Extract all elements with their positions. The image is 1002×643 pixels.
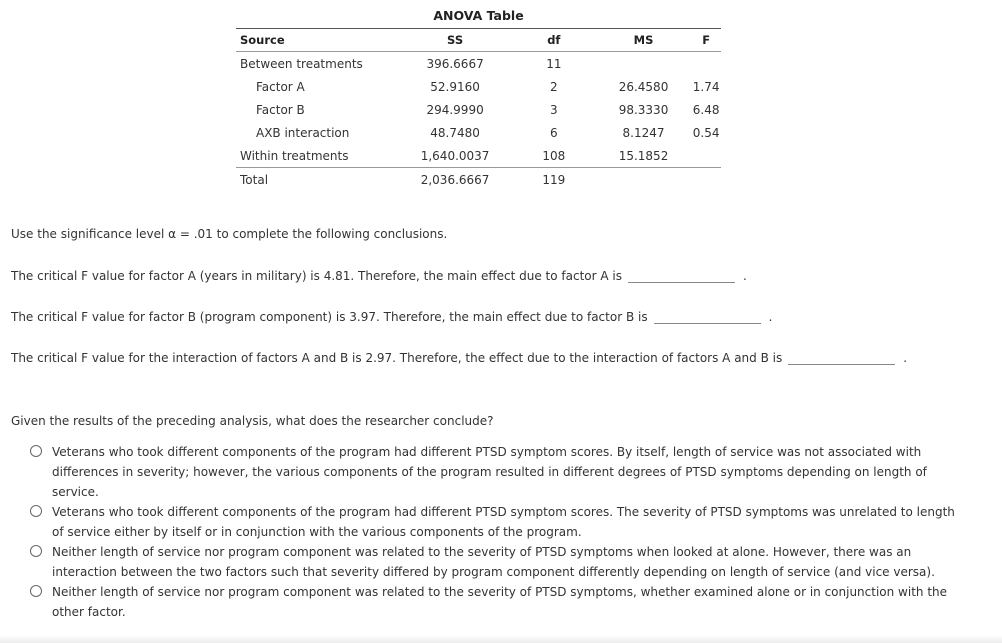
- row-source: Factor A: [256, 79, 305, 94]
- header-f: F: [691, 29, 721, 52]
- radio-button[interactable]: [30, 445, 42, 457]
- row-ss: 48.7480: [430, 125, 480, 140]
- header-ms: MS: [596, 29, 691, 52]
- header-df: df: [512, 29, 596, 52]
- row-ms: [596, 168, 691, 192]
- row-f: [691, 144, 721, 168]
- table-row-factor-a: [236, 75, 721, 98]
- row-ss: 396.6667: [426, 56, 484, 71]
- table-row-total: [236, 168, 721, 192]
- row-source: Within treatments: [236, 144, 398, 168]
- conclusion-factor-a: [11, 268, 747, 283]
- answer-option-text: Neither length of service nor program component was related to the severity of PTSD symptoms, whether examined alone or in conjunction with the other factor.: [52, 585, 948, 619]
- conclusion-factor-b: [11, 309, 772, 324]
- header-source: Source: [236, 29, 398, 52]
- conclusion-factor-a-text: The critical F value for factor A (years in military) is 4.81. Therefore, the main effect due to factor A is: [11, 269, 622, 283]
- sentence-period: .: [903, 351, 908, 365]
- row-ms: 8.1247: [622, 125, 665, 140]
- conclusion-interaction: [11, 350, 907, 365]
- factor-b-answer-dropdown[interactable]: [654, 309, 761, 324]
- row-df: 108: [512, 144, 596, 168]
- row-df: 119: [542, 172, 566, 187]
- answer-options: [30, 442, 955, 622]
- row-source: Total: [240, 172, 269, 187]
- sentence-period: .: [768, 310, 773, 324]
- radio-button[interactable]: [30, 545, 42, 557]
- row-f: 0.54: [692, 125, 720, 140]
- table-row-axb-interaction: [236, 121, 721, 144]
- anova-table: [236, 28, 721, 191]
- row-source: Factor B: [256, 102, 305, 117]
- row-f: 6.48: [692, 102, 720, 117]
- conclusion-factor-b-text: The critical F value for factor B (program component) is 3.97. Therefore, the main effect due to factor B is: [11, 310, 648, 324]
- row-ms: 15.1852: [596, 144, 691, 168]
- row-f: 1.74: [692, 79, 720, 94]
- row-ms: 26.4580: [618, 79, 669, 94]
- row-ss: 294.9990: [426, 102, 484, 117]
- radio-button[interactable]: [30, 585, 42, 597]
- conclusion-interaction-text: The critical F value for the interaction of factors A and B is 2.97. Therefore, the effect due to the interaction of factors A and B is: [11, 351, 783, 365]
- row-ss: 2,036.6667: [420, 172, 490, 187]
- answer-option-text: Veterans who took different components of the program had different PTSD symptom scores. By itself, length of service was not associated with differences in severity; however, the various components of the program resulted in different degrees of PTSD symptoms depending on length of service.: [52, 445, 927, 499]
- question-prompt: Given the results of the preceding analysis, what does the researcher conclude?: [11, 414, 494, 428]
- answer-option-text: Neither length of service nor program component was related to the severity of PTSD symptoms when looked at alone. However, there was an interaction between the two factors such that severity differed by program component differently depending on length of service (and vice versa).: [52, 545, 935, 579]
- anova-header-row: [236, 29, 721, 52]
- bottom-shadow: [0, 635, 1002, 643]
- answer-option[interactable]: [30, 542, 955, 582]
- row-ms: [596, 52, 691, 76]
- answer-option-text: Veterans who took different components of the program had different PTSD symptom scores. The severity of PTSD symptoms was unrelated to length of service either by itself or in conjunction with the various components of the program.: [52, 505, 955, 539]
- answer-option[interactable]: [30, 502, 955, 542]
- row-source: Between treatments: [240, 56, 363, 71]
- answer-option[interactable]: [30, 582, 955, 622]
- significance-instruction: Use the significance level α = .01 to complete the following conclusions.: [11, 227, 448, 241]
- factor-a-answer-dropdown[interactable]: [628, 268, 735, 283]
- row-f: [691, 168, 721, 192]
- row-f: [691, 52, 721, 76]
- sentence-period: .: [743, 269, 747, 283]
- row-df: 11: [546, 56, 562, 71]
- table-row-between-treatments: [236, 52, 721, 76]
- row-source: AXB interaction: [256, 125, 350, 140]
- table-row-within-treatments: [236, 144, 721, 168]
- row-df: 2: [550, 79, 558, 94]
- answer-option[interactable]: [30, 442, 955, 502]
- row-ms: 98.3330: [618, 102, 669, 117]
- interaction-answer-dropdown[interactable]: [788, 350, 895, 365]
- row-df: 3: [550, 102, 558, 117]
- radio-button[interactable]: [30, 505, 42, 517]
- table-row-factor-b: [236, 98, 721, 121]
- row-ss: 1,640.0037: [398, 144, 512, 168]
- row-df: 6: [550, 125, 558, 140]
- anova-table-title: ANOVA Table: [433, 8, 524, 23]
- header-ss: SS: [398, 29, 512, 52]
- row-ss: 52.9160: [430, 79, 480, 94]
